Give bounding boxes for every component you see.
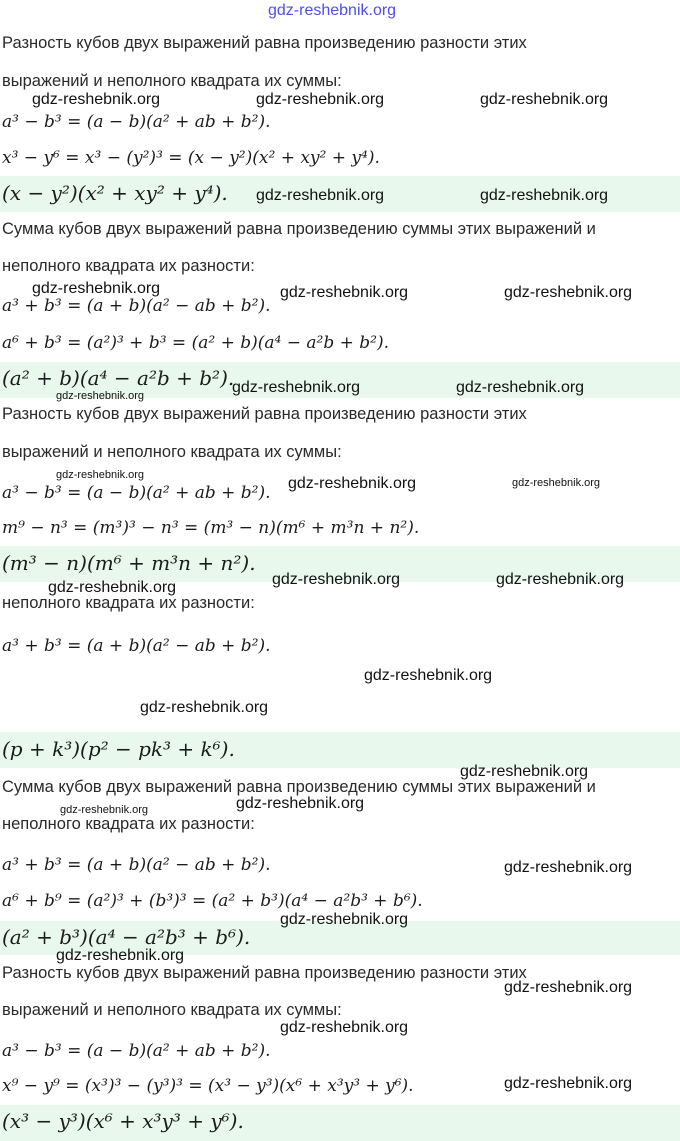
watermark: gdz-reshebnik.org — [60, 804, 149, 816]
watermark: gdz-reshebnik.org — [56, 947, 185, 964]
rule-text-line-2: неполного квадрата их разности: — [2, 257, 255, 275]
watermark: gdz-reshebnik.org — [504, 1075, 633, 1092]
watermark: gdz-reshebnik.org — [32, 91, 161, 108]
formula-sum-cubes: a³ + b³ = (a + b)(a² − ab + b²). — [2, 636, 271, 656]
formula-step: x⁹ − y⁹ = (x³)³ − (y³)³ = (x³ − y³)(x⁶ + x³y³ + y⁶). — [2, 1076, 414, 1096]
formula-sum-cubes: a³ + b³ = (a + b)(a² − ab + b²). — [2, 296, 271, 316]
rule-text-line-1: Сумма кубов двух выражений равна произведению суммы этих выражений и — [2, 778, 596, 796]
watermark: gdz-reshebnik.org — [232, 379, 361, 396]
watermark: gdz-reshebnik.org — [280, 1019, 409, 1036]
watermark: gdz-reshebnik.org — [280, 284, 409, 301]
watermark: gdz-reshebnik.org — [480, 91, 609, 108]
answer-formula: (a² + b)(a⁴ − a²b + b²). — [2, 366, 235, 390]
watermark: gdz-reshebnik.org — [236, 795, 365, 812]
watermark: gdz-reshebnik.org — [272, 571, 401, 588]
watermark: gdz-reshebnik.org — [504, 284, 633, 301]
formula-diff-cubes: a³ − b³ = (a − b)(a² + ab + b²). — [2, 483, 271, 503]
rule-text-line-1: Сумма кубов двух выражений равна произведению суммы этих выражений и — [2, 220, 596, 238]
answer-formula: (a² + b³)(a⁴ − a²b³ + b⁶). — [2, 925, 251, 949]
watermark: gdz-reshebnik.org — [460, 763, 589, 780]
formula-step: a⁶ + b³ = (a²)³ + b³ = (a² + b)(a⁴ − a²b + b²). — [2, 333, 389, 353]
watermark: gdz-reshebnik.org — [48, 579, 177, 596]
formula-step: x³ − y⁶ = x³ − (y²)³ = (x − y²)(x² + xy² + y⁴). — [2, 148, 380, 168]
watermark: gdz-reshebnik.org — [364, 667, 493, 684]
formula-diff-cubes: a³ − b³ = (a − b)(a² + ab + b²). — [2, 1041, 271, 1061]
watermark: gdz-reshebnik.org — [256, 91, 385, 108]
formula-step: m⁹ − n³ = (m³)³ − n³ = (m³ − n)(m⁶ + m³n + n²). — [2, 518, 420, 538]
rule-text-line-1: Разность кубов двух выражений равна произведению разности этих — [2, 34, 527, 52]
watermark: gdz-reshebnik.org — [512, 477, 601, 489]
watermark: gdz-reshebnik.org — [480, 187, 609, 204]
watermark: gdz-reshebnik.org — [504, 859, 633, 876]
watermark: gdz-reshebnik.org — [56, 469, 145, 481]
formula-diff-cubes: a³ − b³ = (a − b)(a² + ab + b²). — [2, 112, 271, 132]
rule-text-line-1: Разность кубов двух выражений равна произведению разности этих — [2, 964, 527, 982]
watermark: gdz-reshebnik.org — [140, 699, 269, 716]
watermark: gdz-reshebnik.org — [280, 911, 409, 928]
rule-text-line-1: Разность кубов двух выражений равна произведению разности этих — [2, 405, 527, 423]
rule-text-line-2: выражений и неполного квадрата их суммы: — [2, 72, 342, 90]
formula-sum-cubes: a³ + b³ = (a + b)(a² − ab + b²). — [2, 855, 271, 875]
watermark: gdz-reshebnik.org — [504, 979, 633, 996]
answer-formula: (p + k³)(p² − pk³ + k⁶). — [2, 737, 235, 761]
answer-formula: (x³ − y³)(x⁶ + x³y³ + y⁶). — [2, 1109, 244, 1133]
formula-step: a⁶ + b⁹ = (a²)³ + (b³)³ = (a² + b³)(a⁴ − a²b³ + b⁶). — [2, 891, 423, 911]
answer-formula: (m³ − n)(m⁶ + m³n + n²). — [2, 551, 256, 575]
rule-text-line-2: выражений и неполного квадрата их суммы: — [2, 443, 342, 461]
watermark: gdz-reshebnik.org — [56, 390, 145, 402]
rule-text-line-2: выражений и неполного квадрата их суммы: — [2, 1001, 342, 1019]
watermark: gdz-reshebnik.org — [288, 475, 417, 492]
watermark: gdz-reshebnik.org — [32, 280, 161, 297]
watermark: gdz-reshebnik.org — [456, 379, 585, 396]
site-watermark-top[interactable]: gdz-reshebnik.org — [268, 2, 397, 19]
watermark: gdz-reshebnik.org — [496, 571, 625, 588]
rule-text-line-2: неполного квадрата их разности: — [2, 815, 255, 833]
answer-formula: (x − y²)(x² + xy² + y⁴). — [2, 181, 228, 205]
watermark: gdz-reshebnik.org — [256, 187, 385, 204]
rule-text-line-2: неполного квадрата их разности: — [2, 594, 255, 612]
